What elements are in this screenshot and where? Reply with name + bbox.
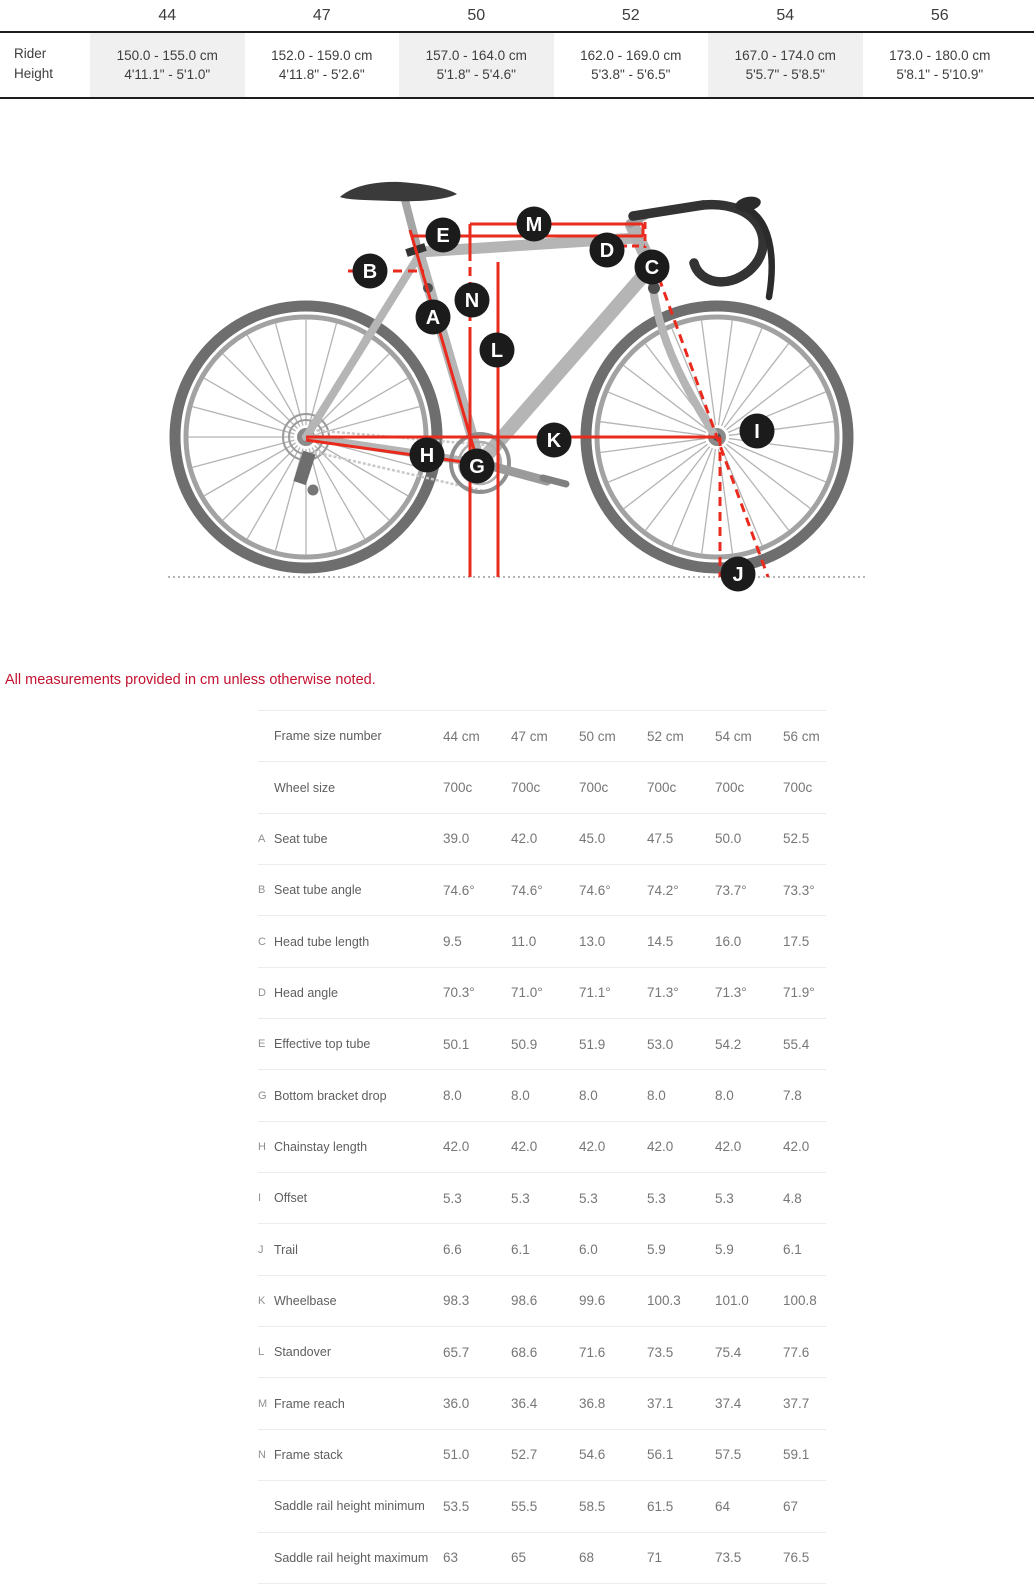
geometry-value: 71 [647,1550,663,1566]
geometry-value: 5.9 [647,1242,666,1258]
geometry-row-label: Saddle rail height minimum [274,1499,425,1514]
geometry-value: 42.0 [579,1139,606,1155]
geometry-value: 50.9 [511,1036,538,1052]
geometry-row [258,710,826,761]
diagram-label-J [721,557,756,592]
geometry-value: 71.0° [511,985,543,1001]
geometry-row-label: Seat tube angle [274,883,362,898]
geometry-value: 6.1 [783,1242,802,1258]
geometry-row-label: Wheelbase [274,1293,337,1308]
geometry-row [258,1275,826,1326]
geometry-row-label: Standover [274,1345,331,1360]
geometry-value: 54 cm [715,728,752,744]
saddle [340,182,457,201]
geometry-row-letter: G [258,1089,267,1102]
geometry-value: 8.0 [443,1088,462,1104]
geometry-row-letter: E [258,1038,266,1051]
geometry-row-letter: D [258,986,266,999]
geometry-value: 42.0 [511,831,538,847]
geometry-value: 700c [579,780,609,796]
geometry-row-label: Trail [274,1242,298,1257]
geometry-row-label: Wheel size [274,780,336,795]
geometry-table [258,710,826,1584]
geometry-value: 47.5 [647,831,674,847]
diagram-label-A [416,300,451,335]
geometry-row [258,1480,826,1531]
geometry-row-letter: H [258,1140,266,1153]
geometry-row-letter: K [258,1294,266,1307]
geometry-value: 76.5 [783,1550,810,1566]
geometry-row [258,1172,826,1223]
geometry-value: 73.3° [783,882,815,898]
svg-text:K: K [546,430,562,452]
geometry-value: 14.5 [647,934,674,950]
geometry-row-label: Seat tube [274,831,328,846]
geometry-value: 50.0 [715,831,742,847]
geometry-value: 700c [783,780,813,796]
geometry-value: 63 [443,1550,459,1566]
geometry-value: 54.2 [715,1036,742,1052]
geometry-value: 7.8 [783,1088,802,1104]
rider-height-44: 150.0 - 155.0 cm 4'11.1" - 5'1.0" [90,33,245,97]
geometry-value: 44 cm [443,728,480,744]
geometry-value: 52.7 [511,1447,538,1463]
geometry-value: 37.7 [783,1396,810,1412]
geometry-value: 700c [511,780,541,796]
svg-text:N: N [464,290,480,312]
geometry-value: 700c [715,780,745,796]
geometry-value: 71.1° [579,985,611,1001]
geometry-value: 6.0 [579,1242,598,1258]
svg-text:I: I [754,421,760,443]
geometry-row [258,1121,826,1172]
geometry-row-letter: M [258,1397,268,1410]
size-chart-header [0,0,1034,99]
rider-height-47: 152.0 - 159.0 cm 4'11.8" - 5'2.6" [271,48,373,82]
geometry-value: 75.4 [715,1344,742,1360]
diagram-label-E [426,218,461,253]
geometry-value: 101.0 [715,1293,749,1309]
geometry-row [258,1326,826,1377]
geometry-value: 53.5 [443,1498,470,1514]
geometry-value: 56 cm [783,728,820,744]
geometry-value: 50 cm [579,728,616,744]
geometry-row-label: Frame stack [274,1447,343,1462]
diagram-label-K [537,423,572,458]
geometry-value: 37.1 [647,1396,674,1412]
geometry-row [258,915,826,966]
geometry-value: 9.5 [443,934,462,950]
geometry-row-letter: L [258,1346,265,1359]
geometry-value: 700c [647,780,677,796]
geometry-value: 64 [715,1498,731,1514]
rider-height-label-line1: Rider [14,46,47,61]
geometry-value: 51.0 [443,1447,470,1463]
geometry-value: 52.5 [783,831,810,847]
geometry-row-letter: J [258,1243,264,1256]
geometry-row [258,1532,826,1583]
geometry-value: 98.3 [443,1293,470,1309]
geometry-value: 73.5 [647,1344,674,1360]
geometry-value: 98.6 [511,1293,538,1309]
geometry-value: 65.7 [443,1344,470,1360]
diagram-label-L [480,333,515,368]
svg-text:C: C [644,257,660,279]
geometry-value: 42.0 [443,1139,470,1155]
geometry-value: 5.3 [715,1190,734,1206]
svg-text:H: H [419,445,435,467]
geometry-value: 74.6° [511,882,543,898]
geometry-value: 68.6 [511,1344,538,1360]
diagram-label-M [517,207,552,242]
geometry-value: 99.6 [579,1293,606,1309]
geometry-value: 11.0 [511,934,537,950]
geometry-value: 50.1 [443,1036,470,1052]
bike-geometry-diagram [0,110,1034,610]
geometry-row [258,813,826,864]
size-column-44: 44 [158,7,177,24]
geometry-value: 59.1 [783,1447,810,1463]
geometry-value: 71.3° [715,985,747,1001]
geometry-row-label: Offset [274,1191,308,1206]
geometry-value: 5.9 [715,1242,734,1258]
geometry-value: 4.8 [783,1190,802,1206]
geometry-value: 42.0 [511,1139,538,1155]
rider-height-50: 157.0 - 164.0 cm 5'1.8" - 5'4.6" [399,33,554,97]
geometry-value: 67 [783,1498,799,1514]
geometry-value: 42.0 [783,1139,810,1155]
geometry-value: 36.0 [443,1396,470,1412]
rider-height-label-line2: Height [14,66,54,81]
geometry-value: 61.5 [647,1498,674,1514]
geometry-value: 8.0 [511,1088,530,1104]
geometry-value: 57.5 [715,1447,742,1463]
svg-text:L: L [490,340,504,362]
geometry-value: 100.8 [783,1293,817,1309]
svg-text:G: G [469,456,485,478]
rider-height-56: 173.0 - 180.0 cm 5'8.1" - 5'10.9" [889,48,991,82]
svg-text:A: A [425,307,441,329]
geometry-row [258,761,826,812]
geometry-value: 42.0 [715,1139,742,1155]
geometry-row [258,864,826,915]
geometry-row-label: Effective top tube [274,1037,371,1052]
rider-height-52: 162.0 - 169.0 cm 5'3.8" - 5'6.5" [580,48,682,82]
header-bottom-border [0,97,1034,99]
geometry-value: 37.4 [715,1396,742,1412]
geometry-value: 16.0 [715,934,742,950]
svg-text:B: B [362,261,378,283]
height-cells [90,33,1017,97]
geometry-row [258,1429,826,1480]
diagram-label-H [410,438,445,473]
geometry-value: 71.6 [579,1344,606,1360]
svg-text:M: M [525,214,543,236]
size-column-52: 52 [621,7,640,24]
size-column-54: 54 [776,7,795,24]
geometry-row-label: Saddle rail height maximum [274,1550,429,1565]
geometry-value: 65 [511,1550,527,1566]
geometry-row [258,1018,826,1069]
geometry-value: 73.5 [715,1550,742,1566]
geometry-value: 6.1 [511,1242,530,1258]
geometry-value: 51.9 [579,1036,606,1052]
geometry-row [258,1377,826,1428]
geometry-value: 6.6 [443,1242,462,1258]
geometry-row-label: Head tube length [274,934,370,949]
geometry-value: 55.4 [783,1036,810,1052]
geometry-value: 5.3 [647,1190,666,1206]
geometry-row-label: Chainstay length [274,1139,368,1154]
geometry-value: 54.6 [579,1447,606,1463]
geometry-row-letter: I [258,1192,262,1205]
geometry-value: 8.0 [715,1088,734,1104]
geometry-value: 52 cm [647,728,684,744]
geometry-row-letter: B [258,884,266,897]
size-row [90,0,1017,31]
geometry-value: 5.3 [443,1190,462,1206]
svg-text:J: J [732,564,744,586]
diagram-label-I [740,414,775,449]
diagram-label-B [353,254,388,289]
geometry-value: 45.0 [579,831,606,847]
geometry-value: 70.3° [443,985,475,1001]
geometry-row-label: Head angle [274,985,338,1000]
diagram-label-N [455,283,490,318]
geometry-value: 77.6 [783,1344,810,1360]
geometry-value: 13.0 [579,934,606,950]
rider-height-54: 167.0 - 174.0 cm 5'5.7" - 5'8.5" [708,33,863,97]
geometry-value: 39.0 [443,831,470,847]
geometry-row-letter: N [258,1448,266,1461]
geometry-value: 71.9° [783,985,815,1001]
geometry-value: 700c [443,780,473,796]
geometry-value: 5.3 [579,1190,598,1206]
geometry-value: 8.0 [579,1088,598,1104]
geometry-value: 71.3° [647,985,679,1001]
geometry-value: 74.2° [647,882,679,898]
geometry-value: 42.0 [647,1139,674,1155]
size-column-50: 50 [467,7,486,24]
geometry-value: 56.1 [647,1447,674,1463]
diagram-label-G [460,449,495,484]
measurement-note: All measurements provided in cm unless otherwise noted. [5,672,376,688]
geometry-value: 100.3 [647,1293,681,1309]
geometry-value: 58.5 [579,1498,606,1514]
geometry-table-body [258,710,826,1583]
geometry-value: 55.5 [511,1498,538,1514]
geometry-value: 74.6° [443,882,475,898]
geometry-value: 8.0 [647,1088,666,1104]
svg-text:D: D [599,240,615,262]
rider-height-label [14,44,53,84]
geometry-value: 74.6° [579,882,611,898]
geometry-row-label: Frame reach [274,1396,345,1411]
geometry-value: 36.8 [579,1396,606,1412]
diagram-label-D [590,233,625,268]
geometry-value: 36.4 [511,1396,538,1412]
geometry-value: 17.5 [783,934,810,950]
diagram-label-C [635,250,670,285]
geometry-value: 47 cm [511,728,548,744]
geometry-row [258,1069,826,1120]
svg-text:E: E [436,225,450,247]
geometry-value: 68 [579,1550,595,1566]
geometry-row-label: Frame size number [274,729,382,744]
geometry-row [258,1223,826,1274]
geometry-value: 73.7° [715,882,747,898]
size-column-47: 47 [312,7,331,24]
geometry-row-label: Bottom bracket drop [274,1088,387,1103]
geometry-row-letter: A [258,832,266,845]
geometry-value: 5.3 [511,1190,530,1206]
geometry-row-letter: C [258,935,266,948]
geometry-row [258,967,826,1018]
size-column-56: 56 [930,7,949,24]
geometry-value: 53.0 [647,1036,674,1052]
